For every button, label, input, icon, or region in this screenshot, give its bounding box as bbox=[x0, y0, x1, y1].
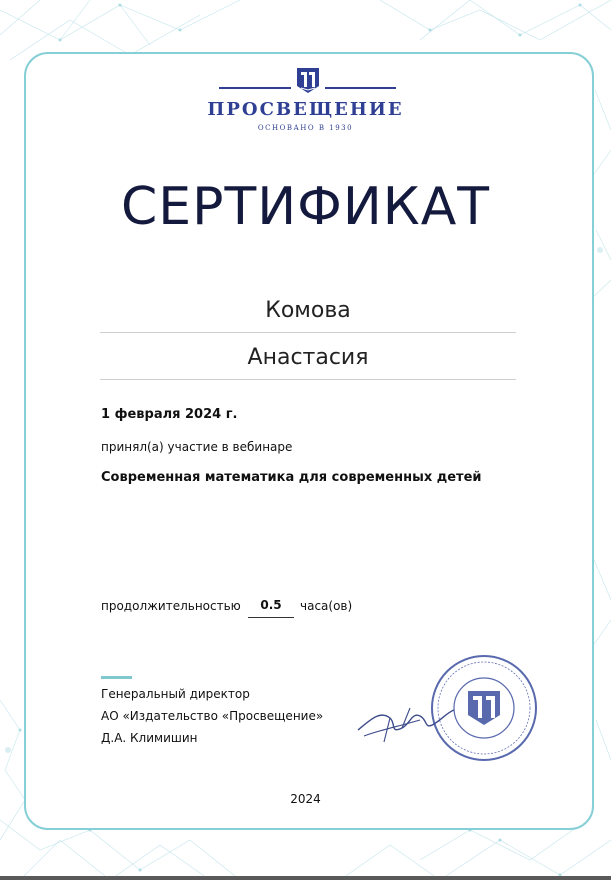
certificate-year: 2024 bbox=[290, 792, 321, 806]
page-bottom-edge bbox=[0, 876, 611, 880]
event-date: 1 февраля 2024 г. bbox=[101, 407, 238, 422]
logo-tagline: ОСНОВАНО В 1930 bbox=[257, 124, 354, 132]
signatory-name: Д.А. Климишин bbox=[101, 731, 198, 745]
signatory-company: АО «Издательство «Просвещение» bbox=[101, 709, 324, 723]
prosveshchenie-logo-icon bbox=[295, 66, 321, 94]
participation-text: принял(а) участие в вебинаре bbox=[101, 440, 293, 454]
duration-value: 0.5 bbox=[260, 598, 282, 612]
signatory-position: Генеральный директор bbox=[101, 687, 250, 701]
recipient-first-name: Анастасия bbox=[247, 345, 369, 370]
signatory-accent-line bbox=[101, 676, 132, 679]
company-seal-icon bbox=[429, 653, 539, 763]
logo-wordmark: ПРОСВЕЩЕНИЕ bbox=[207, 99, 404, 120]
duration-underline bbox=[248, 617, 294, 618]
duration-label: продолжительностью bbox=[101, 599, 241, 613]
webinar-title: Современная математика для современных детей bbox=[101, 470, 482, 485]
duration-unit: часа(ов) bbox=[300, 599, 353, 613]
certificate-title: СЕРТИФИКАТ bbox=[120, 177, 491, 237]
logo-line-right bbox=[325, 87, 396, 89]
name-divider-1 bbox=[100, 332, 516, 333]
recipient-last-name: Комова bbox=[265, 298, 351, 323]
logo-line-left bbox=[219, 87, 291, 89]
name-divider-2 bbox=[100, 379, 516, 380]
